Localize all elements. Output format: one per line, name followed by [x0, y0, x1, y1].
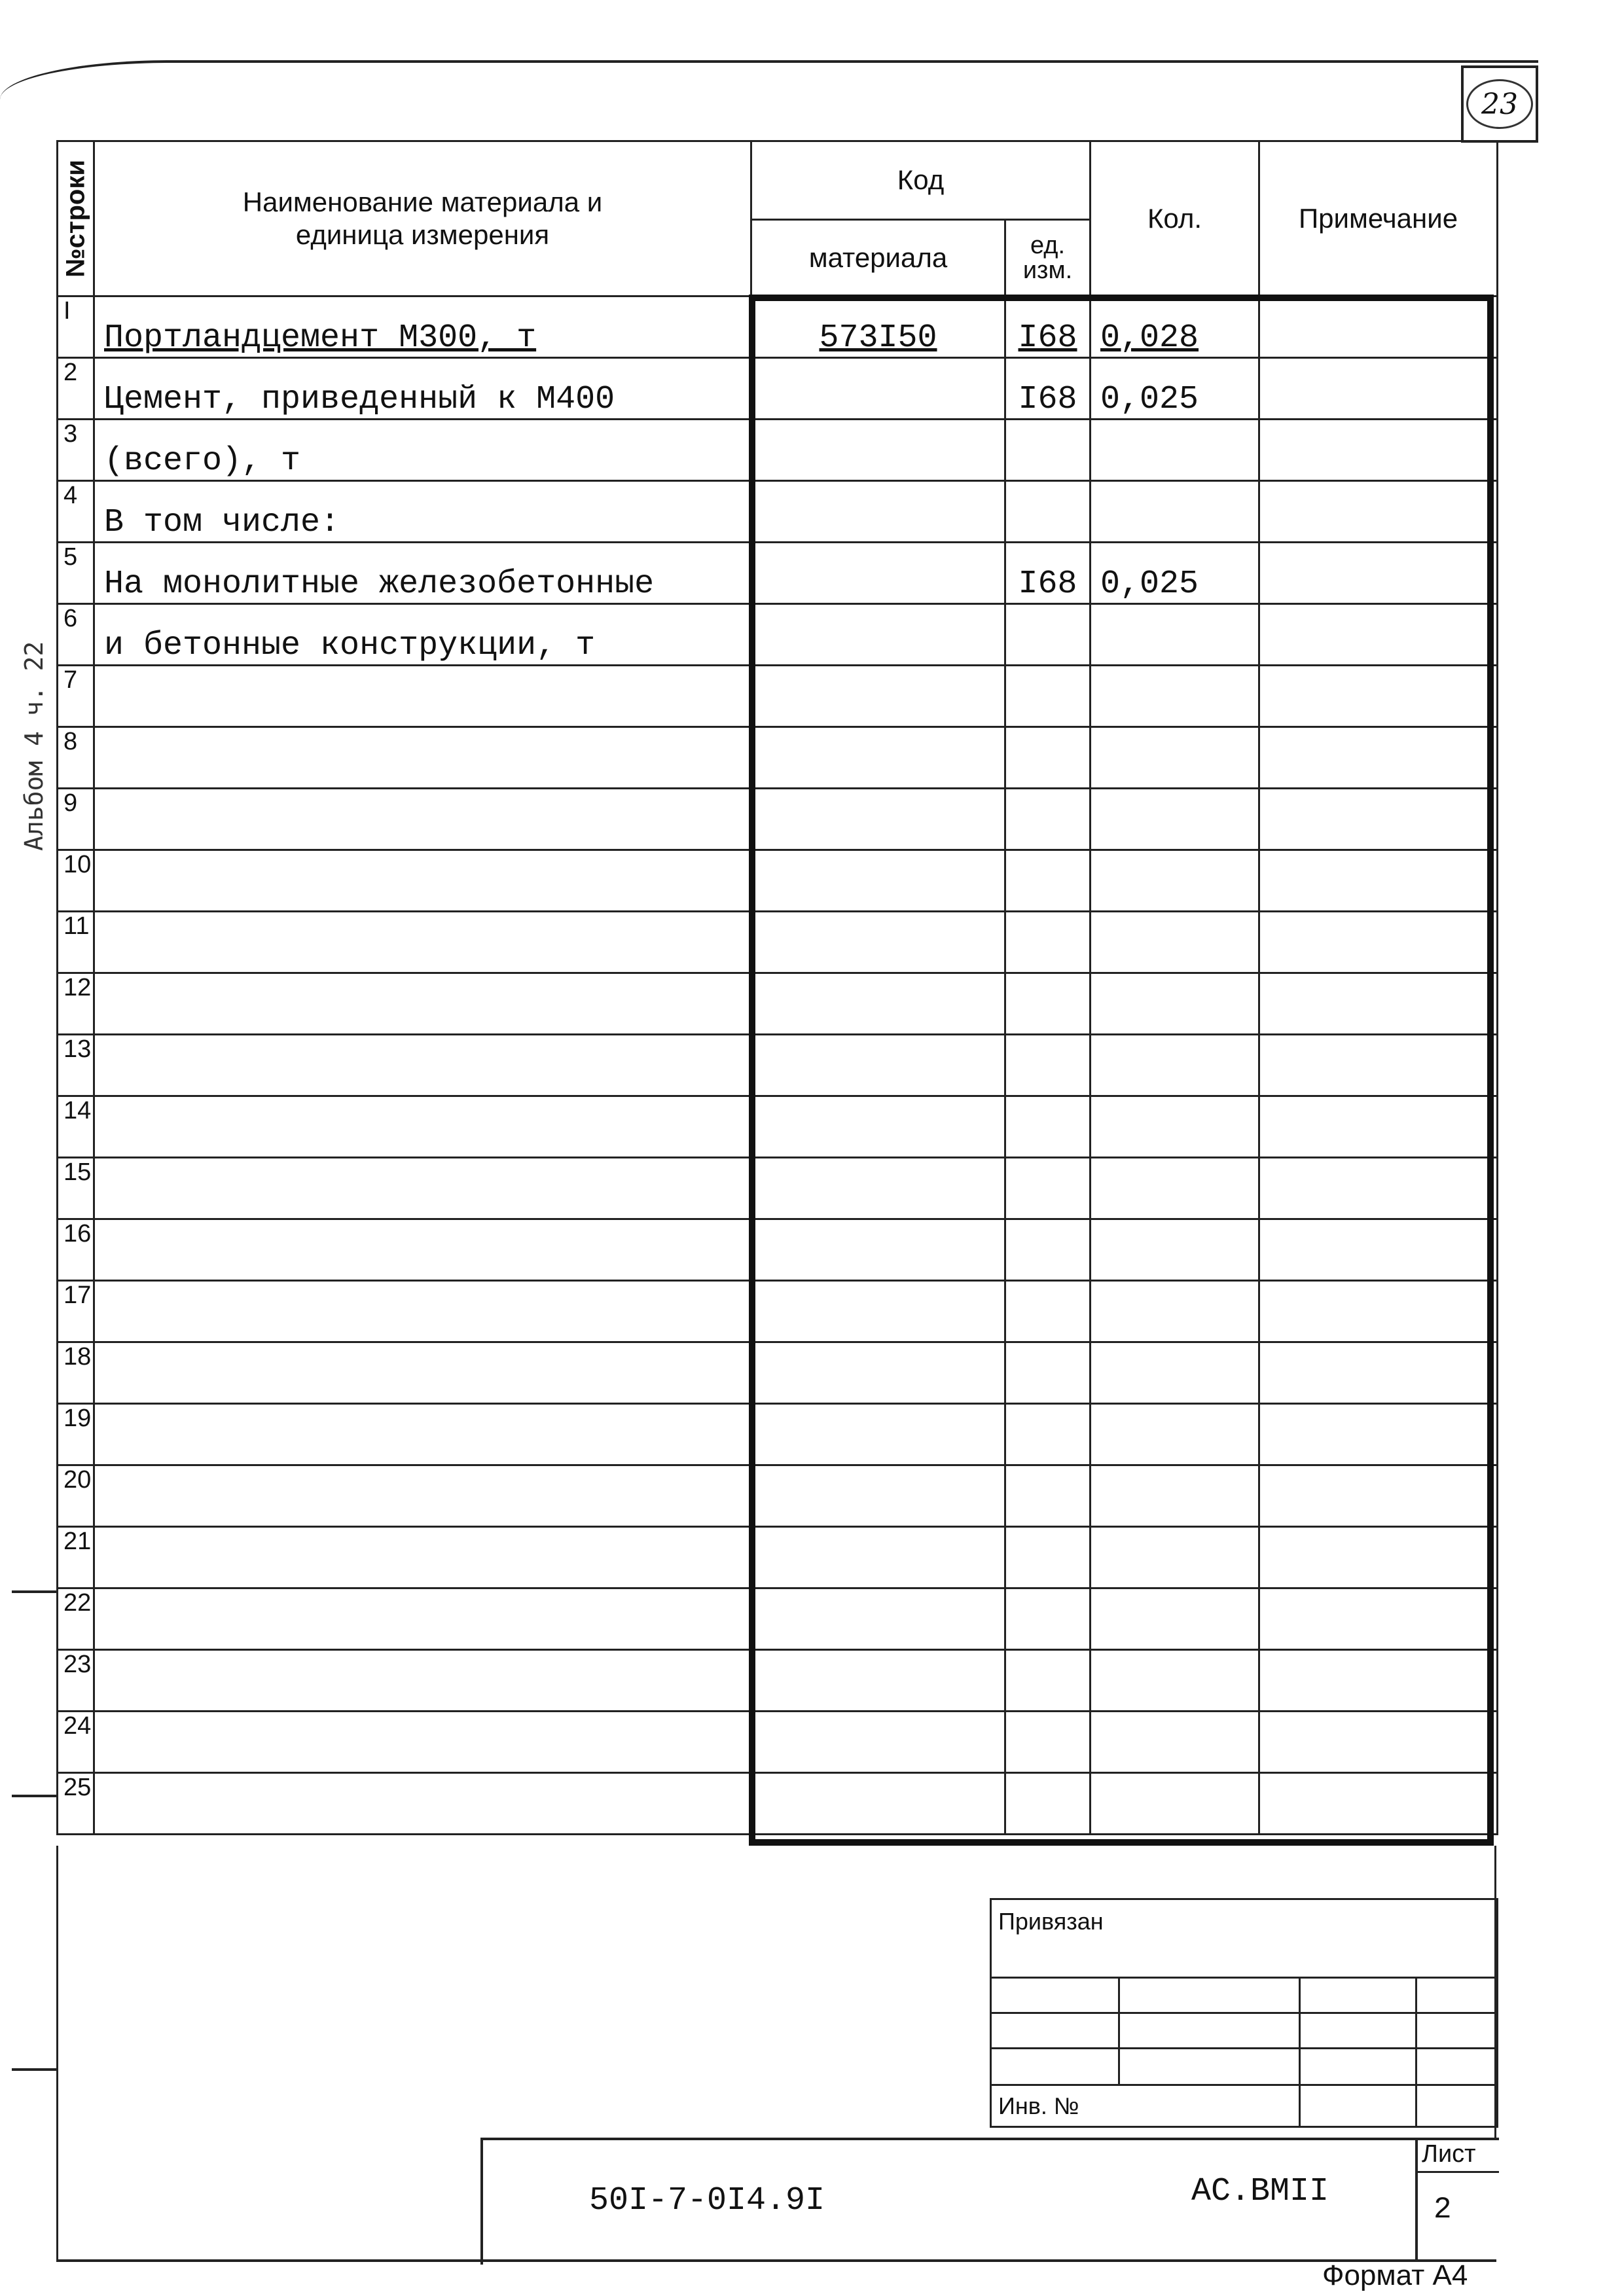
stamp-cell — [1300, 2049, 1416, 2085]
material-name-cell: В том числе: — [94, 481, 751, 543]
frame-top-border — [0, 60, 1538, 141]
quantity-cell: 0,025 — [1091, 543, 1259, 604]
row-number-cell: 19 — [58, 1404, 94, 1465]
row-number-cell: 18 — [58, 1342, 94, 1404]
row-number-cell: 4 — [58, 481, 94, 543]
header-unit-code: ед. изм. — [1005, 219, 1091, 296]
row-number-cell: 6 — [58, 604, 94, 666]
material-name-cell: и бетонные конструкции, т — [94, 604, 751, 666]
row-number-cell: 17 — [58, 1281, 94, 1342]
stamp-cell — [1416, 1978, 1498, 2013]
row-number-cell: 9 — [58, 789, 94, 850]
material-name-cell: На монолитные железобетонные — [94, 543, 751, 604]
margin-tick — [12, 1590, 58, 1593]
header-material-code: материала — [751, 219, 1005, 296]
stamp-cell — [1416, 2013, 1498, 2049]
stamp-cell — [1119, 2049, 1300, 2085]
material-code-cell: 573I50 — [751, 296, 1005, 358]
material-name-cell: Портландцемент М300, т — [94, 296, 751, 358]
stamp-cell — [991, 1978, 1119, 2013]
material-name-cell — [94, 1281, 751, 1342]
approval-stamp — [990, 1898, 1498, 2128]
stamp-cell — [991, 2013, 1119, 2049]
stamp-cell — [1300, 2013, 1416, 2049]
row-number-cell: 22 — [58, 1588, 94, 1650]
page-stamp — [1461, 65, 1538, 143]
stamp-cell — [1119, 2013, 1300, 2049]
row-number-cell: I — [58, 296, 94, 358]
header-row-number: №строки — [58, 141, 94, 296]
material-name-cell — [94, 1219, 751, 1281]
row-number-cell: 8 — [58, 727, 94, 789]
material-name-cell — [94, 1342, 751, 1404]
row-number-cell: 15 — [58, 1158, 94, 1219]
material-name-cell: (всего), т — [94, 420, 751, 481]
unit-code-cell: I68 — [1005, 543, 1091, 604]
row-number-cell: 16 — [58, 1219, 94, 1281]
row-number-cell: 5 — [58, 543, 94, 604]
sheet-box — [1415, 2138, 1499, 2262]
material-name-cell — [94, 1773, 751, 1835]
page-stamp-number: 23 — [1466, 79, 1533, 129]
material-name-cell: Цемент, приведенный к М400 — [94, 358, 751, 420]
material-name-cell — [94, 973, 751, 1035]
quantity-cell: 0,025 — [1091, 358, 1259, 420]
row-number-cell: 11 — [58, 912, 94, 973]
side-margin-text: Альбом 4 ч. 22 — [20, 641, 48, 851]
row-number-cell: 7 — [58, 666, 94, 727]
row-number-cell: 24 — [58, 1712, 94, 1773]
margin-tick — [12, 2068, 58, 2071]
frame-left-line — [56, 1846, 58, 2262]
row-number-cell: 21 — [58, 1527, 94, 1588]
material-name-cell — [94, 789, 751, 850]
material-name-cell — [94, 1035, 751, 1096]
header-name: Наименование материала и единица измерения — [94, 141, 751, 296]
bold-frame — [749, 295, 1494, 1846]
row-number-cell: 2 — [58, 358, 94, 420]
row-number-cell: 20 — [58, 1465, 94, 1527]
stamp-cell — [1416, 2085, 1498, 2127]
material-name-cell — [94, 1096, 751, 1158]
header-note: Примечание — [1259, 141, 1498, 296]
material-name-cell — [94, 727, 751, 789]
row-number-cell: 23 — [58, 1650, 94, 1712]
unit-code-cell: I68 — [1005, 358, 1091, 420]
stamp-cell — [1300, 1978, 1416, 2013]
frame-bottom-line — [56, 2259, 1496, 2262]
header-code: Код — [751, 141, 1091, 220]
material-name-cell — [94, 1712, 751, 1773]
header-quantity: Кол. — [1091, 141, 1259, 296]
document-code: 50I-7-0I4.9I — [589, 2182, 825, 2219]
material-name-cell — [94, 1465, 751, 1527]
stamp-bound-label: Привязан — [991, 1899, 1498, 1978]
document-mark: АС.ВМII — [1191, 2173, 1329, 2210]
quantity-cell: 0,028 — [1091, 296, 1259, 358]
row-number-cell: 3 — [58, 420, 94, 481]
row-number-cell: 14 — [58, 1096, 94, 1158]
row-number-cell: 10 — [58, 850, 94, 912]
material-name-cell — [94, 850, 751, 912]
format-label: Формат А4 — [1322, 2259, 1468, 2291]
stamp-cell — [1300, 2085, 1416, 2127]
unit-code-cell: I68 — [1005, 296, 1091, 358]
material-name-cell — [94, 1527, 751, 1588]
row-number-cell: 12 — [58, 973, 94, 1035]
row-number-cell: 13 — [58, 1035, 94, 1096]
stamp-cell — [991, 2049, 1119, 2085]
material-name-cell — [94, 666, 751, 727]
row-number-cell: 25 — [58, 1773, 94, 1835]
material-name-cell — [94, 912, 751, 973]
stamp-inv-label: Инв. № — [991, 2085, 1300, 2127]
sheet-number: 2 — [1434, 2193, 1452, 2227]
material-name-cell — [94, 1158, 751, 1219]
material-name-cell — [94, 1404, 751, 1465]
material-name-cell — [94, 1650, 751, 1712]
material-name-cell — [94, 1588, 751, 1650]
sheet-label: Лист — [1418, 2138, 1499, 2173]
margin-tick — [12, 1795, 58, 1797]
stamp-cell — [1119, 1978, 1300, 2013]
stamp-cell — [1416, 2049, 1498, 2085]
